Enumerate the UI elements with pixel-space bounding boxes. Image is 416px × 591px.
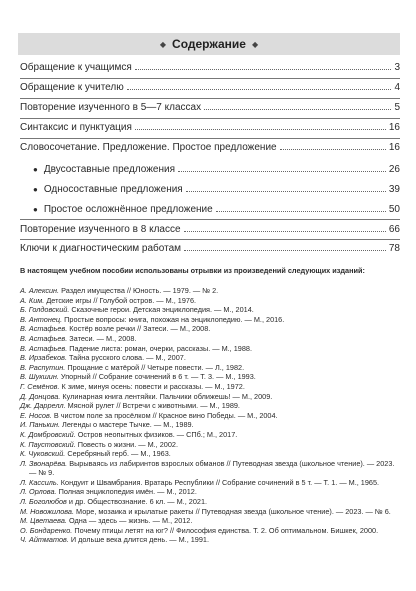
toc-entry-page: 50 — [388, 204, 400, 215]
toc-entry-page: 78 — [388, 243, 400, 254]
source-entry — [20, 363, 400, 373]
source-author: Ч. Айтматов. — [20, 535, 69, 545]
toc-entry-title: Обращение к учителю — [20, 82, 124, 93]
source-author: В. Астафьев. — [20, 343, 68, 353]
source-title: Море, мозаика и крылатые ракеты // Путеводная звезда (школьное чтение). — 2023. — № 6. — [74, 506, 391, 516]
dot-leader — [184, 230, 386, 232]
toc-divider — [20, 98, 400, 99]
toc-entry-page: 16 — [388, 122, 400, 133]
toc-entry — [33, 203, 400, 216]
source-entry — [20, 487, 400, 497]
source-title: Кондуит и Швамбрания. Вратарь Республики // Собрание сочинений в 5 т. — Т. 1. — М., 1965. — [58, 477, 380, 487]
contents-header — [18, 33, 400, 55]
page-title: Содержание — [172, 37, 246, 51]
sources-list — [20, 286, 400, 545]
source-title: Тайна русского слова. — М., 2007. — [67, 353, 186, 363]
source-title: Раздел имущества // Юность. — 1979. — № 2. — [59, 286, 219, 295]
source-title: Простые вопросы: книга, похожая на энциклопедию. — М., 2016. — [62, 314, 285, 324]
bullet-icon: ● — [33, 185, 38, 194]
dot-leader — [216, 210, 386, 212]
source-title: Прощание с матёрой // Четыре повести. — Л., 1982. — [65, 362, 245, 372]
toc-entry-page: 39 — [388, 184, 400, 195]
source-title: Детские игры // Голубой остров. — М., 1976. — [44, 295, 197, 305]
source-entry — [20, 430, 400, 440]
source-author: К. Паустовский. — [20, 439, 76, 449]
source-title: Легенды о мастере Тычке. — М., 1989. — [60, 420, 194, 430]
source-title: Мясной рулет // Встречи с животными. — М., 1989. — [65, 401, 240, 411]
source-entry — [20, 344, 400, 354]
source-author: Г. Семёнов. — [20, 381, 60, 391]
source-entry — [20, 507, 400, 517]
source-title: Остров неопытных физиков. — СПб.; М., 2017. — [75, 429, 238, 439]
source-entry — [20, 411, 400, 421]
toc-entry — [33, 183, 400, 196]
source-author: В. Антонец. — [20, 314, 63, 324]
dot-leader — [280, 148, 386, 150]
source-author: Дж. Даррелл. — [20, 401, 66, 411]
source-entry — [20, 516, 400, 526]
source-author: И. Панькин. — [20, 420, 61, 430]
toc-entry-title: Синтаксис и пунктуация — [20, 122, 132, 133]
source-title: Кулинарная книга лентяйки. Пальчики оближешь! — М., 2009. — [60, 391, 273, 401]
toc-entry-title: Обращение к учащимся — [20, 62, 132, 73]
source-author: А. Ким. — [20, 295, 45, 305]
dot-leader — [186, 190, 386, 192]
source-author: В. Астафьев. — [20, 333, 68, 343]
toc-entry — [20, 223, 400, 236]
source-title: Упорный // Собрание сочинений в 6 т. — Т. 3. — М., 1993. — [58, 372, 256, 382]
source-author: М. Новожилова. — [20, 506, 74, 516]
source-entry — [20, 372, 400, 382]
dot-leader — [184, 249, 386, 251]
sources-intro: В настоящем учебном пособии использованы отрывки из произведений следующих изданий: — [20, 266, 365, 275]
source-entry — [20, 392, 400, 402]
source-author: К. Чуковский. — [20, 449, 66, 459]
toc-entry-page: 3 — [394, 62, 400, 73]
toc-entry-title: Словосочетание. Предложение. Простое предложение — [20, 142, 277, 153]
toc-entry-title: Простое осложнённое предложение — [43, 204, 213, 215]
source-entry — [20, 401, 400, 411]
source-author: А. Алексин. — [20, 286, 60, 295]
source-entry — [20, 296, 400, 306]
source-author: О. Бондаренко. — [20, 525, 73, 535]
toc-divider — [20, 118, 400, 119]
toc-divider — [20, 138, 400, 139]
source-entry — [20, 420, 400, 430]
source-entry — [20, 382, 400, 392]
source-entry — [20, 286, 400, 296]
source-author: Л. Кассиль. — [20, 477, 59, 487]
source-entry — [20, 535, 400, 545]
source-title: Одна — здесь — жизнь. — М., 2012. — [66, 516, 193, 526]
source-entry — [20, 440, 400, 450]
toc-entry — [20, 141, 400, 154]
toc-entry-title: Двусоставные предложения — [43, 164, 175, 175]
toc-entry-page: 5 — [394, 102, 400, 113]
source-entry — [20, 526, 400, 536]
diamond-left-icon: ◆ — [159, 39, 167, 49]
toc-entry — [20, 101, 400, 114]
source-title: Вырываясь из лабиринтов взрослых обманов // Путеводная звезда (школьное чтение). — 2023. — № 9. — [29, 458, 395, 478]
toc-divider — [20, 219, 400, 220]
source-title: Сказочные герои. Детская энциклопедия. — М., 2014. — [69, 305, 254, 315]
source-entry — [20, 449, 400, 459]
source-author: Е. Носов. — [20, 410, 52, 420]
source-title: И дольше века длится день. — М., 1991. — [68, 535, 210, 545]
toc-entry — [20, 121, 400, 134]
source-entry — [20, 324, 400, 334]
source-title: Серебряный герб. — М., 1963. — [65, 449, 171, 459]
toc-entry-page: 66 — [388, 224, 400, 235]
toc-entry-title: Ключи к диагностическим работам — [20, 243, 182, 254]
source-entry — [20, 315, 400, 325]
toc-entry-page: 4 — [394, 82, 400, 93]
source-entry — [20, 305, 400, 315]
toc-entry-page: 16 — [388, 142, 400, 153]
source-author: М. Цветаева. — [20, 516, 67, 526]
source-title: Костёр возле речки // Затеси. — М., 2008. — [67, 324, 211, 334]
dot-leader — [135, 128, 386, 130]
toc-entry-page: 26 — [388, 164, 400, 175]
source-title: В чистом поле за просёлком // Красное вино Победы. — М., 2004. — [51, 410, 278, 420]
source-author: В. Ирзабеков. — [20, 353, 67, 363]
toc-entry — [20, 61, 400, 74]
source-author: Л. Звонарёва. — [20, 458, 68, 468]
diamond-right-icon: ◆ — [251, 39, 259, 49]
dot-leader — [127, 88, 392, 90]
toc-divider — [20, 78, 400, 79]
dot-leader — [135, 68, 392, 70]
source-author: В. Распутин. — [20, 362, 66, 372]
toc-entry-title: Повторение изученного в 8 классе — [20, 224, 181, 235]
source-title: Полная энциклопедия имён. — М., 2012. — [56, 487, 197, 497]
bullet-icon: ● — [33, 165, 38, 174]
toc-entry-title: Повторение изученного в 5—7 классах — [20, 102, 202, 113]
source-entry — [20, 353, 400, 363]
dot-leader — [204, 108, 391, 110]
source-title: и др. Обществознание. 6 кл. — М., 2021. — [66, 497, 208, 507]
toc-divider — [20, 239, 400, 240]
bullet-icon: ● — [33, 205, 38, 214]
toc-entry — [20, 81, 400, 94]
toc-entry — [33, 163, 400, 176]
toc-entry-title: Односоставные предложения — [43, 184, 183, 195]
source-entry — [20, 497, 400, 507]
source-author: Л. Орлова. — [20, 487, 57, 497]
source-entry — [20, 478, 400, 488]
source-author: Б. Голдовский. — [20, 305, 70, 315]
source-author: Д. Донцова. — [20, 391, 61, 401]
source-entry — [20, 459, 400, 478]
source-author: В. Шукшин. — [20, 372, 59, 382]
source-title: Почему птицы летят на юг? // Философия единства. Т. 2. Об оптимальном. Бишкек, 2000. — [72, 525, 379, 535]
source-author: Л. Боголюбов — [20, 497, 67, 507]
source-entry — [20, 334, 400, 344]
toc-entry — [20, 242, 400, 255]
source-author: В. Астафьев. — [20, 324, 68, 334]
source-title: К зиме, минуя осень: повести и рассказы. — М., 1972. — [59, 381, 245, 391]
source-title: Повесть о жизни. — М., 2002. — [75, 439, 178, 449]
source-author: К. Домбровский. — [20, 429, 76, 439]
source-title: Падение листа: роман, очерки, рассказы. — М., 1988. — [67, 343, 252, 353]
source-title: Затеси. — М., 2008. — [67, 333, 137, 343]
dot-leader — [178, 170, 386, 172]
